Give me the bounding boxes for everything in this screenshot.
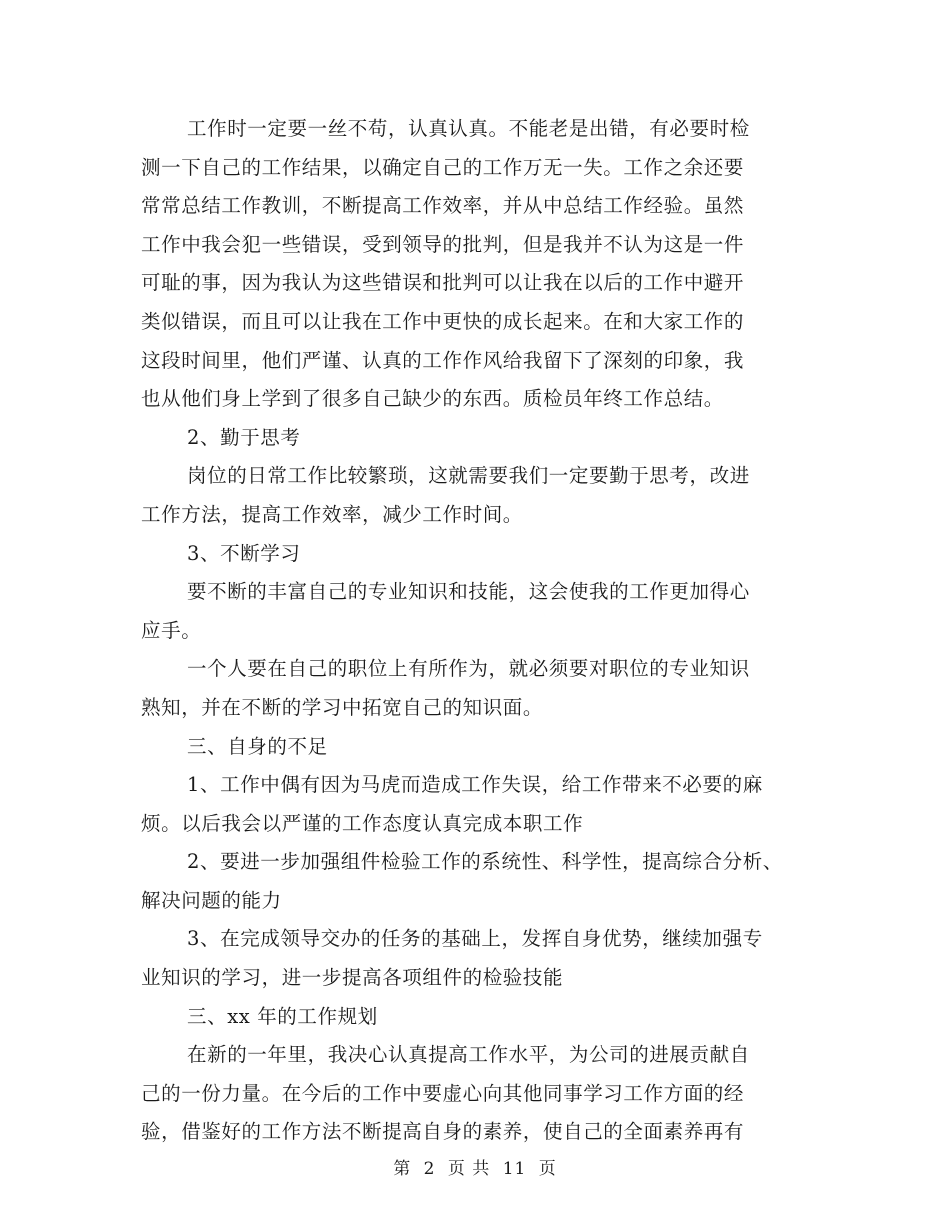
text-line: 工作时一定要一丝不苟，认真认真。不能老是出错，有必要时检 (187, 117, 750, 140)
text-line: 也从他们身上学到了很多自己缺少的东西。质检员年终工作总结。 (141, 387, 724, 411)
text-line: 验，借鉴好的工作方法不断提高自身的素养，使自己的全面素养再有 (141, 1120, 745, 1144)
text-line: 应手。 (141, 618, 202, 642)
footer-suffix: 页 (538, 1159, 557, 1179)
text-line: 解决问题的能力 (141, 888, 282, 912)
text-line: 烦。以后我会以严谨的工作态度认真完成本职工作 (141, 811, 584, 835)
text-line: 这段时间里，他们严谨、认真的工作作风给我留下了深刻的印象，我 (141, 348, 745, 372)
footer-middle: 页 共 (447, 1159, 491, 1179)
text-line: 工作中我会犯一些错误，受到领导的批判，但是我并不认为这是一件 (141, 232, 745, 256)
text-line: 测一下自己的工作结果，以确定自己的工作万无一失。工作之余还要 (141, 155, 745, 179)
text-line: 2、要进一步加强组件检验工作的系统性、科学性，提高综合分析、 (187, 850, 783, 874)
text-line: 三、自身的不足 (187, 734, 328, 758)
total-page-count: 11 (502, 1159, 527, 1179)
text-line: 己的一份力量。在今后的工作中要虚心向其他同事学习工作方面的经 (141, 1081, 745, 1105)
page-footer (0, 1154, 950, 1179)
text-line: 三、xx 年的工作规划 (187, 1004, 378, 1028)
footer-prefix: 第 (393, 1159, 412, 1179)
text-line: 要不断的丰富自己的专业知识和技能，这会使我的工作更加得心 (187, 580, 750, 604)
text-line: 岗位的日常工作比较繁琐，这就需要我们一定要勤于思考，改进 (187, 464, 750, 488)
text-line: 3、不断学习 (187, 541, 301, 565)
text-line: 可耻的事，因为我认为这些错误和批判可以让我在以后的工作中避开 (141, 271, 745, 295)
text-line: 3、在完成领导交办的任务的基础上，发挥自身优势，继续加强专 (187, 927, 763, 951)
text-line: 业知识的学习，进一步提高各项组件的检验技能 (141, 966, 564, 990)
current-page-number: 2 (423, 1159, 436, 1179)
text-line: 类似错误，而且可以让我在工作中更快的成长起来。在和大家工作的 (141, 309, 745, 333)
document-body (141, 110, 813, 1152)
text-line: 一个人要在自己的职位上有所作为，就必须要对职位的专业知识 (187, 657, 750, 681)
text-line: 常常总结工作教训，不断提高工作效率，并从中总结工作经验。虽然 (141, 194, 745, 218)
text-line: 工作方法，提高工作效率，减少工作时间。 (141, 502, 523, 526)
text-line: 在新的一年里，我决心认真提高工作水平，为公司的进展贡献自 (187, 1043, 750, 1067)
text-line: 熟知，并在不断的学习中拓宽自己的知识面。 (141, 695, 544, 719)
text-line: 2、勤于思考 (187, 425, 301, 449)
text-line: 1、工作中偶有因为马虎而造成工作失误，给工作带来不必要的麻 (187, 773, 763, 797)
